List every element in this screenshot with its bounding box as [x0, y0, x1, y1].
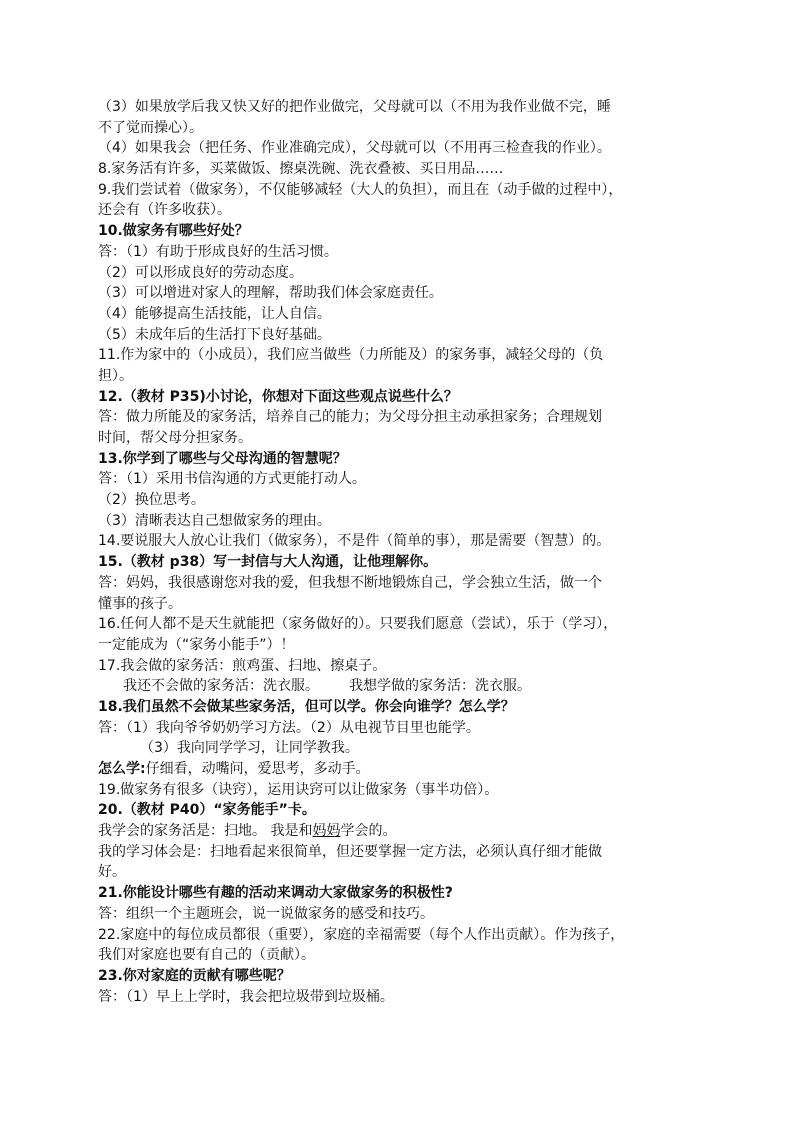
text-line: （3）如果放学后我又快又好的把作业做完，父母就可以（不用为我作业做不完，睡: [98, 99, 611, 115]
question-heading: 13.你学到了哪些与父母沟通的智慧呢？: [98, 450, 347, 467]
text-line: 11.作为家中的（小成员），我们应当做些（力所能及）的家务事，减轻父母的（负: [98, 347, 604, 364]
answer-line: （2）换位思考。: [98, 492, 205, 509]
learned-chore-text: 我学会的家务活是：扫地。 我是和: [98, 823, 313, 840]
text-line: 9.我们尝试着（做家务），不仅能够减轻（大人的负担），而且在（动手做的过程中），: [98, 181, 623, 198]
answer-line: （3）可以增进对家人的理解，帮助我们体会家庭责任。: [98, 285, 443, 302]
answer-line: [98, 821, 698, 842]
how-to-learn-label: 怎么学:: [98, 761, 146, 777]
question-heading: 12.（教材 P35)小讨论，你想对下面这些观点说些什么？: [98, 388, 458, 405]
answer-line: （5）未成年后的生活打下良好基础。: [98, 326, 331, 343]
text-line: 16.任何人都不是天生就能把（家务做好的）。只要我们愿意（尝试），乐于（学习），: [98, 616, 618, 633]
answer-line: 答：做力所能及的家务活，培养自己的能力；为父母分担主动承担家务；合理规划: [98, 409, 602, 426]
answer-line: 答：（1）早上上学时，我会把垃圾带到垃圾桶。: [98, 988, 394, 1005]
answer-line: 好。: [98, 864, 126, 881]
answer-line: （4）能够提高生活技能，让人自信。: [98, 305, 331, 322]
text-line: [98, 676, 698, 697]
text-line: 一定能成为（“家务小能手”）！: [98, 636, 295, 653]
text-line: 22.家庭中的每位成员都很（重要），家庭的幸福需要（每个人作出贡献）。作为孩子，: [98, 926, 625, 943]
answer-line: 答：组织一个主题班会，说一说做家务的感受和技巧。: [98, 905, 434, 922]
answer-line: （3）我向同学学习，让同学教我。: [140, 740, 359, 757]
answer-line: 我的学习体会是：扫地看起来很简单，但还要掌握一定方法，必须认真仔细才能做: [98, 843, 602, 860]
text-line: 8.家务活有许多，买菜做饭、擦桌洗碗、洗衣叠被、买日用品……: [98, 161, 504, 178]
question-heading: 20.（教材 P40）“家务能手”卡。: [98, 802, 316, 819]
want-to-learn-chores: 我想学做的家务活：洗衣服。: [349, 678, 531, 695]
answer-line: 答：妈妈，我很感谢您对我的爱，但我想不断地锻炼自己，学会独立生活，做一个: [98, 574, 602, 591]
answer-line: （3）清晰表达自己想做家务的理由。: [98, 512, 331, 529]
text-line: 不了觉而操心）。: [98, 119, 203, 136]
text-line: 担）。: [98, 367, 133, 384]
text-line: 我们对家庭也要有自己的（贡献）。: [98, 947, 315, 964]
learned-suffix-text: 学会的。: [340, 823, 397, 840]
question-heading: 15.（教材 p38）写一封信与大人沟通，让他理解你。: [98, 554, 438, 571]
text-line: （4）如果我会（把任务、作业准确完成），父母就可以（不用再三检查我的作业）。: [98, 140, 611, 157]
cannot-do-chores: 我还不会做的家务活：洗衣服。: [123, 678, 319, 695]
answer-line: [98, 759, 698, 780]
answer-line: 时间，帮父母分担家务。: [98, 430, 252, 446]
answer-line: （2）可以形成良好的劳动态度。: [98, 264, 303, 281]
answer-line: 懂事的孩子。: [98, 595, 182, 612]
question-heading: 18.我们虽然不会做某些家务活，但可以学。你会向谁学？怎么学？: [98, 698, 515, 715]
learned-from-text: 妈妈: [312, 823, 341, 840]
text-line: 还会有（许多收获）。: [98, 202, 231, 219]
question-heading: 23.你对家庭的贡献有哪些呢？: [98, 967, 291, 984]
question-heading: 10.做家务有哪些好处？: [98, 223, 249, 240]
text-line: 17.我会做的家务活：煎鸡蛋、扫地、擦桌子。: [98, 657, 387, 674]
answer-line: 答：（1）采用书信沟通的方式更能打动人。: [98, 471, 366, 488]
question-heading: 21.你能设计哪些有趣的活动来调动大家做家务的积极性?: [98, 885, 453, 902]
answer-line: 答：（1）我向爷爷奶奶学习方法。（2）从电视节目里也能学。: [98, 719, 480, 736]
document-page: [98, 97, 698, 1007]
text-line: 14.要说服大人放心让我们（做家务），不是件（简单的事），那是需要（智慧）的。: [98, 533, 611, 550]
how-to-learn-text: 仔细看，动嘴问，爱思考，多动手。: [145, 761, 370, 777]
text-line: 19.做家务有很多（诀窍），运用诀窍可以让做家务（事半功倍）。: [98, 781, 499, 798]
answer-line: 答：（1）有助于形成良好的生活习惯。: [98, 243, 338, 260]
